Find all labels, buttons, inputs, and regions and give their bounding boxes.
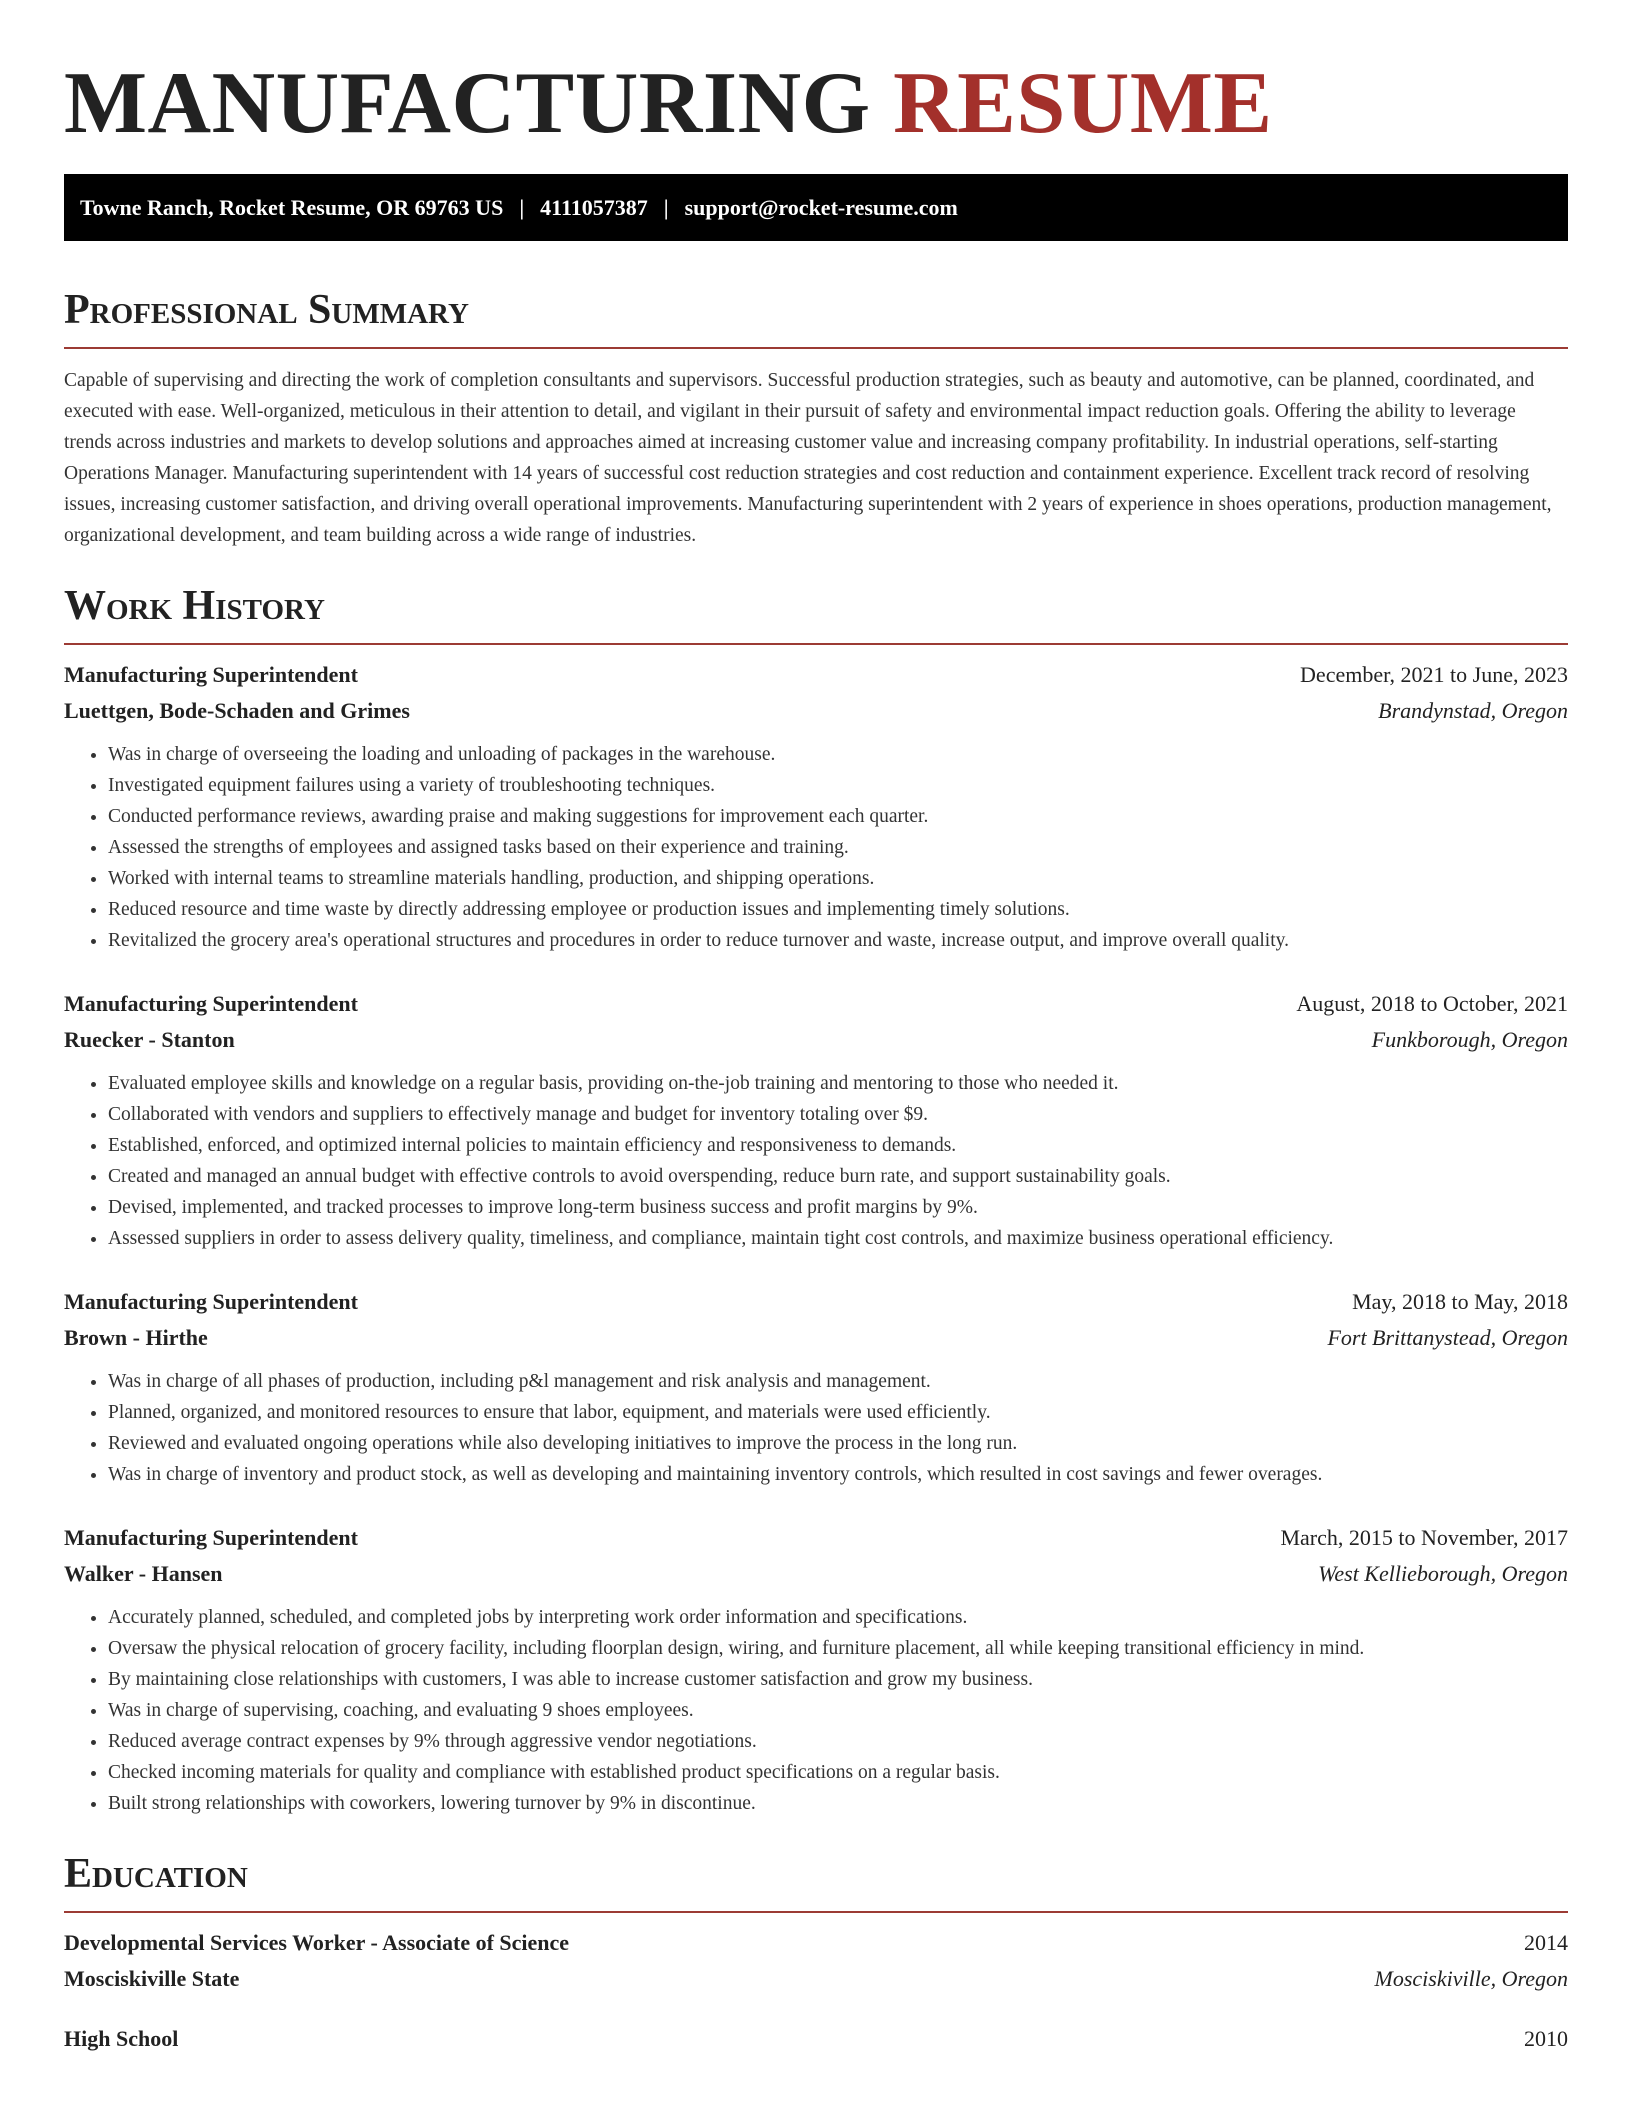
- contact-separator: |: [663, 194, 669, 220]
- job-bullet: • Established, enforced, and optimized internal policies to maintain efficiency and responsiveness to demands.: [108, 1130, 1568, 1161]
- education-year: 2010: [1524, 2026, 1568, 2051]
- summary-heading: Professional Summary: [64, 287, 469, 333]
- education-location: Mosciskiville, Oregon: [1374, 1966, 1568, 1991]
- job-bullet: • Planned, organized, and monitored resources to ensure that labor, equipment, and materials were used efficiently.: [108, 1397, 1568, 1428]
- job-dates: December, 2021 to June, 2023: [1300, 662, 1568, 687]
- education-entry: [64, 1925, 1568, 1997]
- job-company-row: [64, 693, 1568, 729]
- education-degree: High School: [64, 2026, 179, 2051]
- job-header-row: [64, 1284, 1568, 1320]
- job-bullet: • Collaborated with vendors and suppliers to effectively manage and budget for inventory totaling over $9.: [108, 1099, 1568, 1130]
- job-company-row: [64, 1556, 1568, 1592]
- contact-separator: |: [519, 194, 525, 220]
- job-bullets: [64, 1366, 1568, 1490]
- job-bullet: • Checked incoming materials for quality and compliance with established product specifications on a regular basis.: [108, 1757, 1568, 1788]
- job-bullet: • By maintaining close relationships with customers, I was able to increase customer satisfaction and grow my business.: [108, 1664, 1568, 1695]
- job-title: Manufacturing Superintendent: [64, 991, 358, 1016]
- job-bullet: • Evaluated employee skills and knowledge on a regular basis, providing on-the-job training and mentoring to those who needed it.: [108, 1068, 1568, 1099]
- job-bullets: [64, 739, 1568, 956]
- job-entry: [64, 1520, 1568, 1819]
- job-bullet: • Was in charge of overseeing the loading and unloading of packages in the warehouse.: [108, 739, 1568, 770]
- job-bullet: • Investigated equipment failures using a variety of troubleshooting techniques.: [108, 770, 1568, 801]
- job-entry: [64, 1284, 1568, 1490]
- job-company: Walker - Hansen: [64, 1561, 223, 1586]
- job-company: Brown - Hirthe: [64, 1325, 208, 1350]
- contact-bar: [64, 174, 1568, 241]
- education-year: 2014: [1524, 1930, 1568, 1955]
- job-bullet: • Oversaw the physical relocation of grocery facility, including floorplan design, wiring, and furniture placement, all while keeping transitional efficiency in mind.: [108, 1633, 1568, 1664]
- job-title: Manufacturing Superintendent: [64, 662, 358, 687]
- contact-email[interactable]: support@rocket-resume.com: [684, 194, 958, 220]
- job-bullet: • Reviewed and evaluated ongoing operations while also developing initiatives to improve the process in the long run.: [108, 1428, 1568, 1459]
- job-title: Manufacturing Superintendent: [64, 1525, 358, 1550]
- contact-address: Towne Ranch, Rocket Resume, OR 69763 US: [80, 194, 504, 220]
- contact-phone: 4111057387: [540, 194, 648, 220]
- job-dates: August, 2018 to October, 2021: [1296, 991, 1568, 1016]
- job-location: Funkborough, Oregon: [1371, 1027, 1568, 1052]
- job-company-row: [64, 1022, 1568, 1058]
- job-bullet: • Reduced resource and time waste by directly addressing employee or production issues and implementing timely solutions.: [108, 894, 1568, 925]
- education-school-row: [64, 1961, 1568, 1997]
- section-divider: [64, 643, 1568, 645]
- job-entry: [64, 986, 1568, 1254]
- job-bullet: • Reduced average contract expenses by 9% through aggressive vendor negotiations.: [108, 1726, 1568, 1757]
- job-bullet: • Devised, implemented, and tracked processes to improve long-term business success and profit margins by 9%.: [108, 1192, 1568, 1223]
- title-accent: RESUME: [893, 55, 1273, 152]
- job-bullet: • Was in charge of all phases of production, including p&l management and risk analysis and management.: [108, 1366, 1568, 1397]
- job-bullets: [64, 1068, 1568, 1254]
- job-dates: May, 2018 to May, 2018: [1352, 1289, 1568, 1314]
- education-header-row: [64, 2021, 1568, 2057]
- job-company-row: [64, 1320, 1568, 1356]
- job-title: Manufacturing Superintendent: [64, 1289, 358, 1314]
- education-degree: Developmental Services Worker - Associate of Science: [64, 1930, 570, 1955]
- job-bullet: • Assessed the strengths of employees and assigned tasks based on their experience and training.: [108, 832, 1568, 863]
- job-bullet: • Accurately planned, scheduled, and completed jobs by interpreting work order information and specifications.: [108, 1602, 1568, 1633]
- job-location: Fort Brittanystead, Oregon: [1327, 1325, 1568, 1350]
- education-header-row: [64, 1925, 1568, 1961]
- job-company: Ruecker - Stanton: [64, 1027, 235, 1052]
- summary-text: Capable of supervising and directing the work of completion consultants and supervisors. Successful production strategies, such as beauty and automotive, can be planned, coordinated, and executed with ease. Well-organized, meticulous in their attention to detail, and vigilant in their pursuit of safety and environmental impact reduction goals. Offering the ability to leverage trends across industries and markets to develop solutions and approaches aimed at increasing customer value and increasing company profitability. In industrial operations, self-starting Operations Manager. Manufacturing superintendent with 14 years of successful cost reduction strategies and cost reduction and containment experience. Excellent track record of resolving issues, increasing customer satisfaction, and driving overall operational improvements. Manufacturing superintendent with 2 years of experience in shoes operations, production management, organizational development, and team building across a wide range of industries.: [64, 370, 1552, 546]
- job-bullet: • Built strong relationships with coworkers, lowering turnover by 9% in discontinue.: [108, 1788, 1568, 1819]
- education-entry: [64, 2021, 1568, 2057]
- section-divider: [64, 1911, 1568, 1913]
- job-bullet: • Assessed suppliers in order to assess delivery quality, timeliness, and compliance, maintain tight cost controls, and maximize business operational efficiency.: [108, 1223, 1568, 1254]
- job-bullet: • Revitalized the grocery area's operational structures and procedures in order to reduce turnover and waste, increase output, and improve overall quality.: [108, 925, 1568, 956]
- job-bullet: • Created and managed an annual budget with effective controls to avoid overspending, reduce burn rate, and support sustainability goals.: [108, 1161, 1568, 1192]
- job-bullets: [64, 1602, 1568, 1819]
- job-header-row: [64, 657, 1568, 693]
- job-bullet: • Was in charge of supervising, coaching, and evaluating 9 shoes employees.: [108, 1695, 1568, 1726]
- job-bullet: • Conducted performance reviews, awarding praise and making suggestions for improvement each quarter.: [108, 801, 1568, 832]
- job-entry: [64, 657, 1568, 956]
- education-school: Mosciskiville State: [64, 1966, 240, 1991]
- resume-title: [64, 0, 1568, 154]
- job-company: Luettgen, Bode-Schaden and Grimes: [64, 698, 410, 723]
- work-history-heading: Work History: [64, 583, 325, 629]
- job-dates: March, 2015 to November, 2017: [1280, 1525, 1568, 1550]
- job-header-row: [64, 986, 1568, 1022]
- education-heading: Education: [64, 1851, 248, 1897]
- job-location: Brandynstad, Oregon: [1378, 698, 1568, 723]
- title-main: MANUFACTURING: [64, 55, 871, 152]
- job-bullet: • Was in charge of inventory and product stock, as well as developing and maintaining inventory controls, which resulted in cost savings and fewer overages.: [108, 1459, 1568, 1490]
- job-header-row: [64, 1520, 1568, 1556]
- job-location: West Kellieborough, Oregon: [1318, 1561, 1568, 1586]
- section-divider: [64, 347, 1568, 349]
- job-bullet: • Worked with internal teams to streamline materials handling, production, and shipping operations.: [108, 863, 1568, 894]
